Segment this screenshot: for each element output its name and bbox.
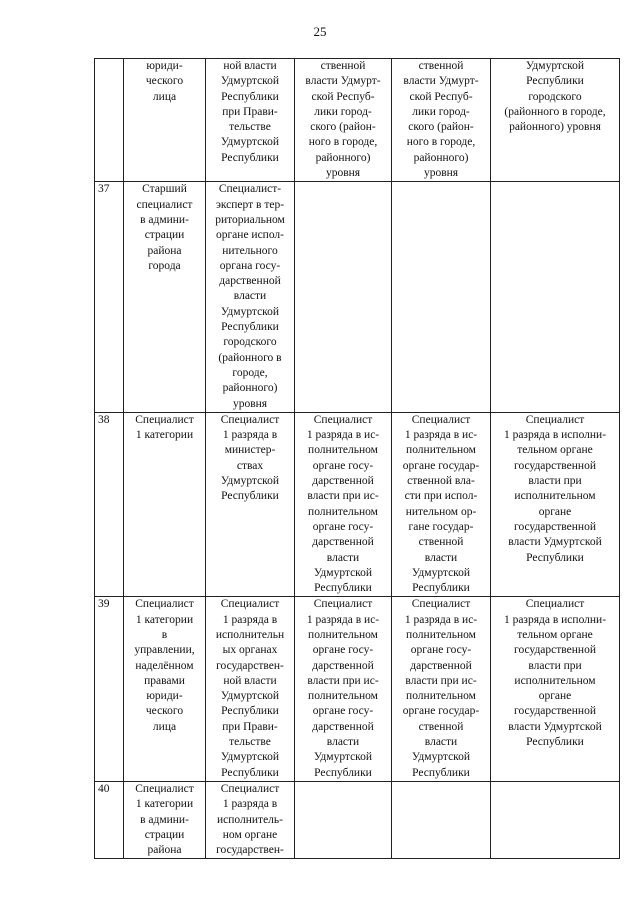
table-cell (392, 182, 491, 412)
page-number: 25 (313, 24, 327, 39)
positions-table (94, 58, 620, 859)
table-cell: ной власти Удмуртской Республики при Прави- тельстве Удмуртской Республики (206, 59, 295, 182)
table-cell (295, 781, 392, 858)
table-row (95, 182, 620, 412)
table-cell: Специалист 1 разряда в министер- ствах Удмуртской Республики (206, 412, 295, 597)
table-cell (392, 781, 491, 858)
table-cell: ственной власти Удмурт- ской Респуб- лики город- ского (район- ного в городе, районного) уровня (392, 59, 491, 182)
table-cell: ственной власти Удмурт- ской Респуб- лики город- ского (район- ного в городе, районного) уровня (295, 59, 392, 182)
table-cell: Специалист 1 разряда в исполни- тельном органе государственной власти при исполнительном органе государственной власти Удмуртской Республики (491, 597, 620, 782)
table-row (95, 59, 620, 182)
table-cell: Специалист- эксперт в тер- риториальном органе испол- нительного органа госу- дарственной власти Удмуртской Республики городского (районного в городе, районного) уровня (206, 182, 295, 412)
table-row (95, 781, 620, 858)
table-row (95, 412, 620, 597)
table-cell: Специалист 1 разряда в ис- полнительном органе государ- ственной вла- сти при испол- нительном ор- гане государ- ственной власти Удмуртской Республики (392, 412, 491, 597)
table-cell (491, 781, 620, 858)
table-cell: Специалист 1 категории в управлении, наделённом правами юриди- ческого лица (124, 597, 206, 782)
row-number-cell: 38 (95, 412, 124, 597)
table-cell: Специалист 1 категории (124, 412, 206, 597)
table-cell: Специалист 1 разряда в исполни- тельном органе государственной власти при исполнительном органе государственной власти Удмуртской Республики (491, 412, 620, 597)
table-cell: Специалист 1 разряда в ис- полнительном органе госу- дарственной власти при ис- полнительном органе госу- дарственной власти Удмуртской Республики (295, 597, 392, 782)
table-cell (295, 182, 392, 412)
row-number-cell: 37 (95, 182, 124, 412)
table-cell: Специалист 1 разряда в ис- полнительном органе госу- дарственной власти при ис- полнительном органе государ- ственной власти Удмуртской Республики (392, 597, 491, 782)
table-cell: Специалист 1 разряда в ис- полнительном органе госу- дарственной власти при ис- полнительном органе госу- дарственной власти Удмуртской Республики (295, 412, 392, 597)
table-cell: Специалист 1 разряда в исполнительн ых органах государствен- ной власти Удмуртской Республики при Прави- тельстве Удмуртской Республики (206, 597, 295, 782)
table-cell: юриди- ческого лица (124, 59, 206, 182)
table-cell (491, 182, 620, 412)
row-number-cell (95, 59, 124, 182)
table-cell: Старший специалист в админи- страции района города (124, 182, 206, 412)
table-cell: Удмуртской Республики городского (районного в городе, районного) уровня (491, 59, 620, 182)
table-cell: Специалист 1 категории в админи- страции района (124, 781, 206, 858)
row-number-cell: 40 (95, 781, 124, 858)
table-cell: Специалист 1 разряда в исполнитель- ном органе государствен- (206, 781, 295, 858)
table-row (95, 597, 620, 782)
row-number-cell: 39 (95, 597, 124, 782)
